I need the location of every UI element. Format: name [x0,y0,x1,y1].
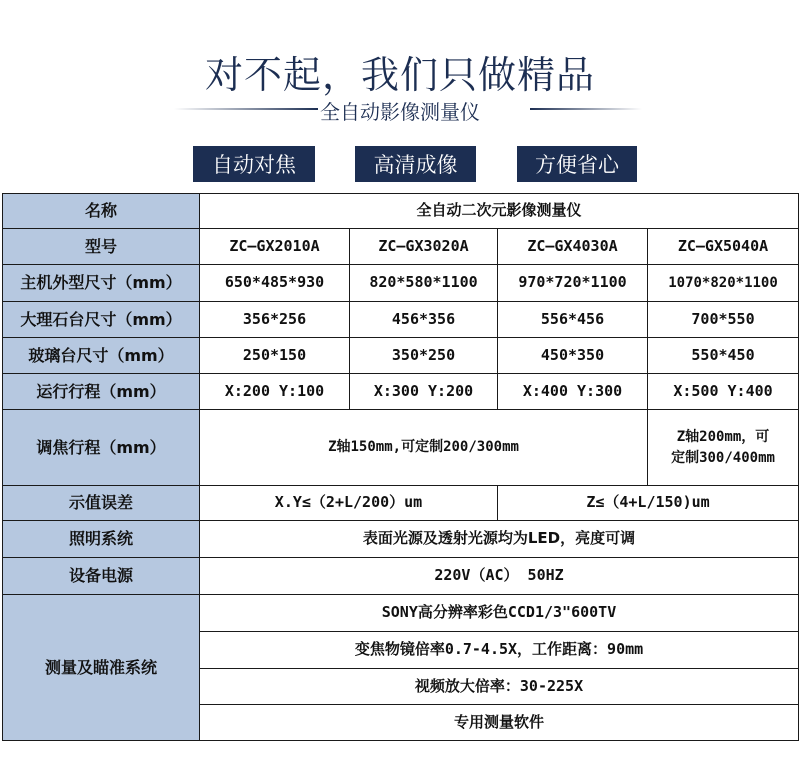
model-cell: ZC—GX4030A [498,229,648,265]
table-row [3,194,799,229]
feature-badge-convenient: 方便省心 [517,146,637,182]
travel-cell: X:500 Y:400 [648,374,799,410]
lighting-value: 表面光源及透射光源均为LED，亮度可调 [200,521,799,558]
glass-size-cell: 250*150 [200,338,350,374]
hero-title: 对不起，我们只做精品 [204,53,595,97]
row-label-travel: 运行行程（mm） [3,374,200,410]
measure-row: 视频放大倍率：30-225X [200,669,799,705]
subtitle: 全自动影像测量仪 [320,100,480,124]
host-size-cell: 1070*820*1100 [648,265,799,302]
measure-row: SONY高分辨率彩色CCD1/3"600TV [200,595,799,632]
power-value: 220V（AC） 50HZ [200,558,799,595]
model-cell: ZC—GX2010A [200,229,350,265]
accuracy-z: Z≤（4+L/150)um [498,486,799,521]
feature-badge-hd-imaging: 高清成像 [355,146,476,182]
marble-size-cell: 556*456 [498,302,648,338]
glass-size-cell: 550*450 [648,338,799,374]
host-size-cell: 970*720*1100 [498,265,648,302]
focus-travel-last-line2: 定制300/400mm [671,449,775,466]
row-label-name: 名称 [3,194,200,229]
table-row [3,521,799,558]
measure-row: 变焦物镜倍率0.7-4.5X，工作距离：90mm [200,632,799,669]
row-label-host-size: 主机外型尺寸（mm） [3,265,200,302]
marble-size-cell: 356*256 [200,302,350,338]
table-row [3,486,799,521]
row-label-lighting: 照明系统 [3,521,200,558]
measure-row: 专用测量软件 [200,705,799,741]
travel-cell: X:300 Y:200 [350,374,498,410]
subtitle-divider-right [530,108,642,110]
table-row [3,229,799,265]
model-cell: ZC—GX5040A [648,229,799,265]
glass-size-cell: 450*350 [498,338,648,374]
row-label-model: 型号 [3,229,200,265]
host-size-cell: 820*580*1100 [350,265,498,302]
row-label-measure-system: 测量及瞄准系统 [3,595,200,741]
travel-cell: X:400 Y:300 [498,374,648,410]
table-row [3,302,799,338]
row-label-power: 设备电源 [3,558,200,595]
table-row [3,265,799,302]
table-row [3,410,799,486]
table-row [3,595,799,632]
model-cell: ZC—GX3020A [350,229,498,265]
row-label-focus-travel: 调焦行程（mm） [3,410,200,486]
focus-travel-last [648,410,799,486]
table-row [3,558,799,595]
feature-badge-autofocus: 自动对焦 [193,146,315,182]
glass-size-cell: 350*250 [350,338,498,374]
focus-travel-last-line1: Z轴200mm，可 [676,429,770,446]
table-row [3,338,799,374]
marble-size-cell: 456*356 [350,302,498,338]
row-label-glass-size: 玻璃台尺寸（mm） [3,338,200,374]
focus-travel-main: Z轴150mm,可定制200/300mm [200,410,648,486]
marble-size-cell: 700*550 [648,302,799,338]
host-size-cell: 650*485*930 [200,265,350,302]
spec-table [2,193,799,741]
travel-cell: X:200 Y:100 [200,374,350,410]
name-value: 全自动二次元影像测量仪 [200,194,799,229]
subtitle-row [0,94,800,124]
row-label-accuracy: 示值误差 [3,486,200,521]
accuracy-xy: X.Y≤（2+L/200）um [200,486,498,521]
table-row [3,374,799,410]
row-label-marble-size: 大理石台尺寸（mm） [3,302,200,338]
